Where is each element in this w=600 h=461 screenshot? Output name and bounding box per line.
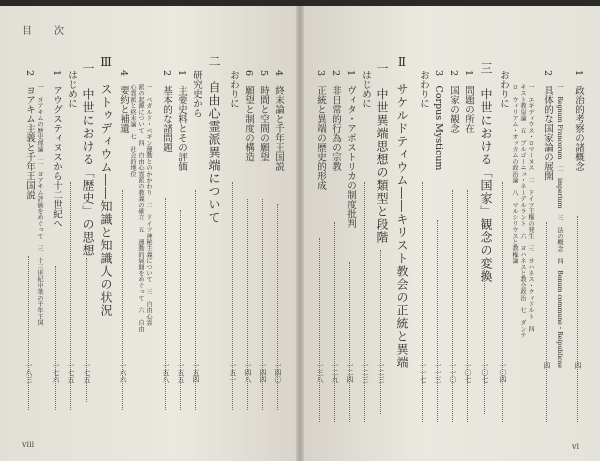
toc-page-number: 一七五 [83, 362, 91, 383]
toc-entry: おわりに [418, 70, 429, 108]
toc-page-number: 一一三 [434, 362, 442, 383]
toc-entry: 一 エギディウス・ロマーヌス 二 ドイツ王権の発生 三 ヨハネス・クィドルト 四 [527, 84, 534, 332]
toc-page-number: 一二三 [361, 362, 369, 383]
toc-entry: ロ ウィリアム・オッカムの政治論 八 マルシリウスと教権論 [511, 84, 518, 264]
toc-leader-dots [484, 262, 485, 414]
toc-page-number: 一〇七 [464, 362, 472, 383]
toc-entry: Ⅲ ストゥディウム――知識と知識人の状況 [99, 55, 113, 317]
toc-page-number: 一五四 [192, 362, 200, 383]
toc-entry: 1 アウグスティヌスから十二世紀へ [51, 70, 62, 229]
page-number-right: vi [572, 442, 580, 451]
toc-page-number: 一一七 [419, 362, 427, 383]
toc-page-number: 一一〇 [449, 362, 457, 383]
toc-entry: 研究史から [191, 70, 202, 118]
toc-entry: 心霊派と終末論 七 社会的地位 [129, 84, 136, 177]
toc-entry: 2 基本的な諸問題 [161, 70, 172, 153]
toc-page-number: 一六六 [119, 362, 127, 383]
toc-entry: Ⅱ サケルドティウム――キリスト教会の正統と異端 [395, 55, 409, 369]
toc-entry: 1 問題の所在 [463, 70, 474, 134]
toc-entry: 2 非日常的行為の宗教 [330, 70, 341, 172]
toc-entry: 4 終末論と千年王国説 [273, 70, 284, 172]
toc-leader-dots [437, 220, 438, 422]
toc-leader-dots [502, 182, 503, 422]
book-gutter [296, 0, 304, 461]
page-number-left: viii [22, 440, 35, 449]
toc-leader-dots [546, 222, 547, 422]
toc-page-number: 一四八 [244, 362, 252, 383]
toc-page-number: 一二三 [377, 362, 385, 383]
toc-entry: キスト教皇論 五 ブルゴーニュ・ネーデルラント 六 ヨハネスと教会政治 七 ダンテ [519, 84, 526, 339]
toc-leader-dots [55, 266, 56, 410]
toc-entry: 5 時間と空間の願望 [258, 70, 269, 162]
toc-entry: 2 ヨアキム主義と千年王国説 [24, 70, 35, 200]
toc-entry: 1 ヴィタ・アポストリカの制度批判 [345, 70, 356, 229]
toc-page-number: 一二九 [331, 362, 339, 383]
toc-page-number: 一〇七 [481, 362, 489, 383]
toc-entry: 一 ヨアキムの歴史理論 二 ヨアキム評価をめぐって 三 十三世紀中葉の千年王国 [36, 84, 43, 326]
toc-page-number: 一四〇 [274, 362, 282, 383]
toc-entry: 1 政治的考察の諸概念 [573, 70, 584, 172]
page-top-edge [0, 0, 600, 6]
toc-entry: 一 中世異端思想の類型と段階 [375, 62, 389, 244]
toc-entry: はじめに [360, 70, 371, 108]
toc-entry: 一 中世における「歴史」の思想 [81, 62, 95, 257]
toc-page-number: 一七六 [52, 362, 60, 383]
toc-entry: 二 自由心霊派異端について [207, 55, 221, 224]
toc-entry: 一 Regnum Francorum 二 imperium 三 法の概念 四 Bonum commune・Reipublicae [556, 84, 563, 369]
toc-entry: 派の起源について 四 自由心霊派の教義の確立 五 運動的展開をめぐって 六 自由 [137, 84, 144, 332]
toc-entry: 3 Corpus Mysticum [433, 70, 444, 171]
toc-leader-dots [380, 250, 381, 414]
toc-leader-dots [319, 238, 320, 422]
toc-page-number: 一五八 [162, 362, 170, 383]
toc-entry: おわりに [228, 70, 239, 108]
toc-entry: 三 中世における「国家」観念の変換 [479, 62, 493, 283]
toc-leader-dots [452, 190, 453, 422]
toc-entry: 3 正統と異端の歴史的形成 [315, 70, 326, 191]
toc-leader-dots [467, 190, 468, 422]
toc-entry: 一 ベガルド・ベギン運動とのかかわり 二 ドイツ神秘主義について 三 自由心霊 [145, 84, 152, 326]
toc-page-number: 一〇四 [499, 362, 507, 383]
toc-leader-dots [577, 216, 578, 422]
toc-entry: 1 主要史料とその評価 [176, 70, 187, 172]
toc-leader-dots [422, 182, 423, 422]
toc-entry: 2 具体的な国家論の展開 [542, 70, 553, 181]
toc-page-number: 一五一 [229, 362, 237, 383]
toc-entry: はじめに [66, 70, 77, 108]
toc-leader-dots [364, 182, 365, 422]
toc-page-number: 一七五 [67, 362, 75, 383]
toc-entry: 4 要約と補遺 [118, 70, 129, 134]
toc-entry: 2 国家の観念 [448, 70, 459, 134]
toc-page-number: 四 [543, 362, 551, 369]
toc-page-number: 一八三 [25, 362, 33, 383]
toc-page-number: 一三八 [316, 362, 324, 383]
running-header: 目 次 [22, 26, 70, 37]
toc-page-number: 一四四 [259, 362, 267, 383]
toc-page-number: 一五五 [177, 362, 185, 383]
toc-leader-dots [334, 222, 335, 422]
toc-entry: 6 願望と制度の構造 [243, 70, 254, 162]
toc-leader-dots [349, 262, 350, 422]
toc-page-number: 四 [574, 362, 582, 369]
toc-page-number: 一二四 [346, 362, 354, 383]
toc-entry: おわりに [498, 70, 509, 108]
toc-leader-dots [28, 256, 29, 410]
